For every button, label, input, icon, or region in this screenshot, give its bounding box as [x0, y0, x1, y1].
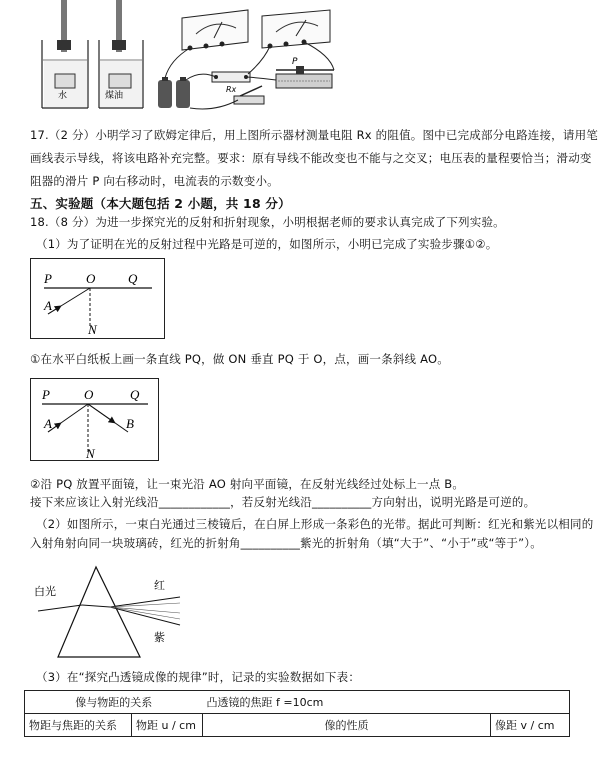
q17-line-1: 17.（2 分）小明学习了欧姆定律后，用上图所示器材测量电阻 Rx 的阻值。图中已完成部分电路连接，请用笔	[30, 128, 598, 142]
table-header-left: 像与物距的关系	[25, 691, 203, 714]
apparatus-figure	[0, 0, 606, 118]
q18-step1: ①在水平白纸板上画一条直线 PQ，做 ON 垂直 PQ 于 O，点，画一条斜线 AO。	[30, 352, 449, 366]
label-b: B	[126, 416, 134, 431]
slider-label: P	[292, 57, 298, 67]
q17-line-3: 阻器的滑片 P 向右移动时，电流表的示数变小。	[30, 174, 279, 188]
col-image-distance: 像距 v / cm	[491, 714, 570, 737]
label-a: A	[44, 416, 52, 431]
resistor-rx	[212, 72, 250, 82]
reflection-figure-1	[30, 258, 166, 340]
beaker-kerosene-label: 煤油	[105, 91, 124, 101]
col-object-distance: 物距 u / cm	[132, 714, 203, 737]
label-n: N	[86, 446, 95, 461]
ammeter	[182, 10, 248, 51]
q18-part3: （3）在“探究凸透镜成像的规律”时，记录的实验数据如下表：	[36, 670, 361, 684]
q18-intro: 18.（8 分）为进一步探究光的反射和折射现象，小明根据老师的要求认真完成了下列实验。	[30, 215, 505, 229]
white-light-ray	[38, 605, 82, 611]
lens-data-table	[24, 690, 570, 737]
label-purple: 紫	[154, 631, 165, 644]
q17-line-2: 画线表示导线，将该电路补充完整。要求：原有导线不能改变也不能与之交叉；电压表的量程要恰当；滑动变	[30, 151, 592, 165]
label-n: N	[88, 322, 97, 337]
q18-part2-line2: 入射角射向同一块玻璃砖，红光的折射角__________紫光的折射角（填“大于”、“小于”或“等于”）。	[30, 536, 542, 550]
section-5-title: 五、实验题（本大题包括 2 小题，共 18 分）	[30, 196, 291, 211]
table-header-right: 凸透镜的焦距 f =10cm	[203, 691, 570, 714]
col-image-nature: 像的性质	[203, 714, 491, 737]
label-q: Q	[128, 271, 138, 286]
prism-figure	[30, 555, 230, 667]
q18-step2: ②沿 PQ 放置平面镜，让一束光沿 AO 射向平面镜，在反射光线经过处标上一点 B。	[30, 477, 465, 491]
resistor-label: Rx	[226, 85, 237, 94]
beaker-water-label: 水	[58, 91, 68, 101]
batteries	[158, 77, 190, 108]
label-q: Q	[130, 387, 140, 402]
q18-next-line: 接下来应该让入射光线沿____________，若反射光线沿__________方向射出，说明光路是可逆的。	[30, 495, 536, 509]
rheostat	[276, 66, 334, 88]
label-p: P	[44, 271, 52, 286]
q18-part1: （1）为了证明在光的反射过程中光路是可逆的，如图所示，小明已完成了实验步骤①②。	[36, 237, 498, 251]
label-white-light: 白光	[34, 585, 56, 598]
switch	[234, 86, 264, 104]
label-a: A	[44, 298, 52, 313]
label-o: O	[84, 387, 94, 402]
label-o: O	[86, 271, 96, 286]
reflection-figure-2	[30, 378, 160, 462]
col-object-focal: 物距与焦距的关系	[25, 714, 132, 737]
voltmeter	[262, 10, 330, 49]
q18-part2-line1: （2）如图所示，一束白光通过三棱镜后，在白屏上形成一条彩色的光带。据此可判断：红光和紫光以相同的	[36, 517, 594, 531]
red-ray	[110, 597, 180, 607]
label-p: P	[42, 387, 50, 402]
label-red: 红	[154, 579, 165, 592]
